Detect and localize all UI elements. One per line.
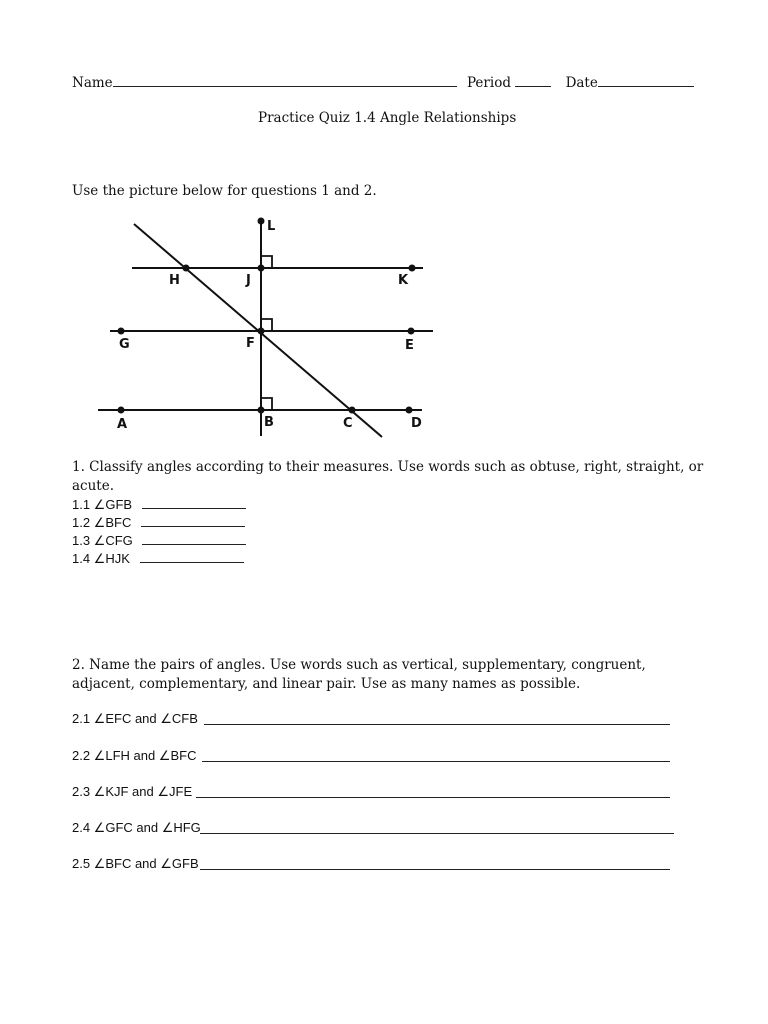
point-b: [258, 407, 265, 414]
q2-item-label: 2.5 ∠BFC and ∠GFB: [72, 856, 199, 871]
q2-answer-blank[interactable]: [202, 749, 670, 762]
period-label: Period: [466, 75, 511, 91]
point-l: [258, 218, 265, 225]
q1-item: [72, 550, 244, 567]
q1-item: [72, 514, 245, 531]
label-e: E: [405, 338, 414, 353]
q1-answer-blank[interactable]: [142, 532, 246, 545]
q1-prompt-line2: acute.: [72, 478, 115, 494]
q1-answer-blank[interactable]: [142, 496, 246, 509]
point-h: [183, 265, 190, 272]
q1-item-label: 1.4 ∠HJK: [72, 551, 130, 566]
point-a: [118, 407, 125, 414]
label-b: B: [264, 415, 274, 430]
q2-item: [72, 820, 201, 836]
label-j: J: [246, 273, 251, 288]
q2-item: [72, 784, 192, 800]
point-f: [258, 328, 265, 335]
label-l: L: [267, 219, 276, 234]
point-e: [408, 328, 415, 335]
label-h: H: [169, 273, 180, 288]
point-g: [118, 328, 125, 335]
label-k: K: [398, 273, 409, 288]
label-d: D: [411, 416, 422, 431]
q2-item: [72, 856, 199, 872]
page-title: Practice Quiz 1.4 Angle Relationships: [258, 110, 517, 126]
point-d: [406, 407, 413, 414]
q2-item-label: 2.1 ∠EFC and ∠CFB: [72, 711, 198, 726]
q2-answer-blank[interactable]: [196, 785, 670, 798]
q2-item: [72, 711, 198, 727]
q2-answer-blank[interactable]: [204, 712, 670, 725]
label-f: F: [246, 336, 255, 351]
point-c: [349, 407, 356, 414]
label-c: C: [343, 416, 353, 431]
name-label: Name: [72, 75, 113, 91]
q1-item: [72, 496, 246, 513]
q1-answer-blank[interactable]: [140, 550, 244, 563]
label-g: G: [119, 337, 130, 352]
q2-item-label: 2.2 ∠LFH and ∠BFC: [72, 748, 197, 763]
instruction-text: Use the picture below for questions 1 and 2.: [72, 183, 377, 199]
q1-item-label: 1.1 ∠GFB: [72, 497, 133, 512]
q2-item-label: 2.4 ∠GFC and ∠HFG: [72, 820, 201, 835]
q2-answer-blank[interactable]: [200, 857, 670, 870]
date-label: Date: [565, 75, 598, 91]
point-k: [409, 265, 416, 272]
point-j: [258, 265, 265, 272]
q2-item: [72, 748, 196, 764]
label-a: A: [117, 417, 128, 432]
q2-item-label: 2.3 ∠KJF and ∠JFE: [72, 784, 193, 799]
q2-answer-blank[interactable]: [200, 821, 674, 834]
q1-answer-blank[interactable]: [141, 514, 245, 527]
q2-prompt-line1: 2. Name the pairs of angles. Use words such as vertical, supplementary, congruent,: [72, 657, 646, 673]
q1-prompt-line1: 1. Classify angles according to their measures. Use words such as obtuse, right, straight, or: [72, 459, 704, 475]
q1-item-label: 1.2 ∠BFC: [72, 515, 132, 530]
q1-item-label: 1.3 ∠CFG: [72, 533, 133, 548]
q1-item: [72, 532, 246, 549]
q2-prompt-line2: adjacent, complementary, and linear pair. Use as many names as possible.: [72, 676, 581, 692]
